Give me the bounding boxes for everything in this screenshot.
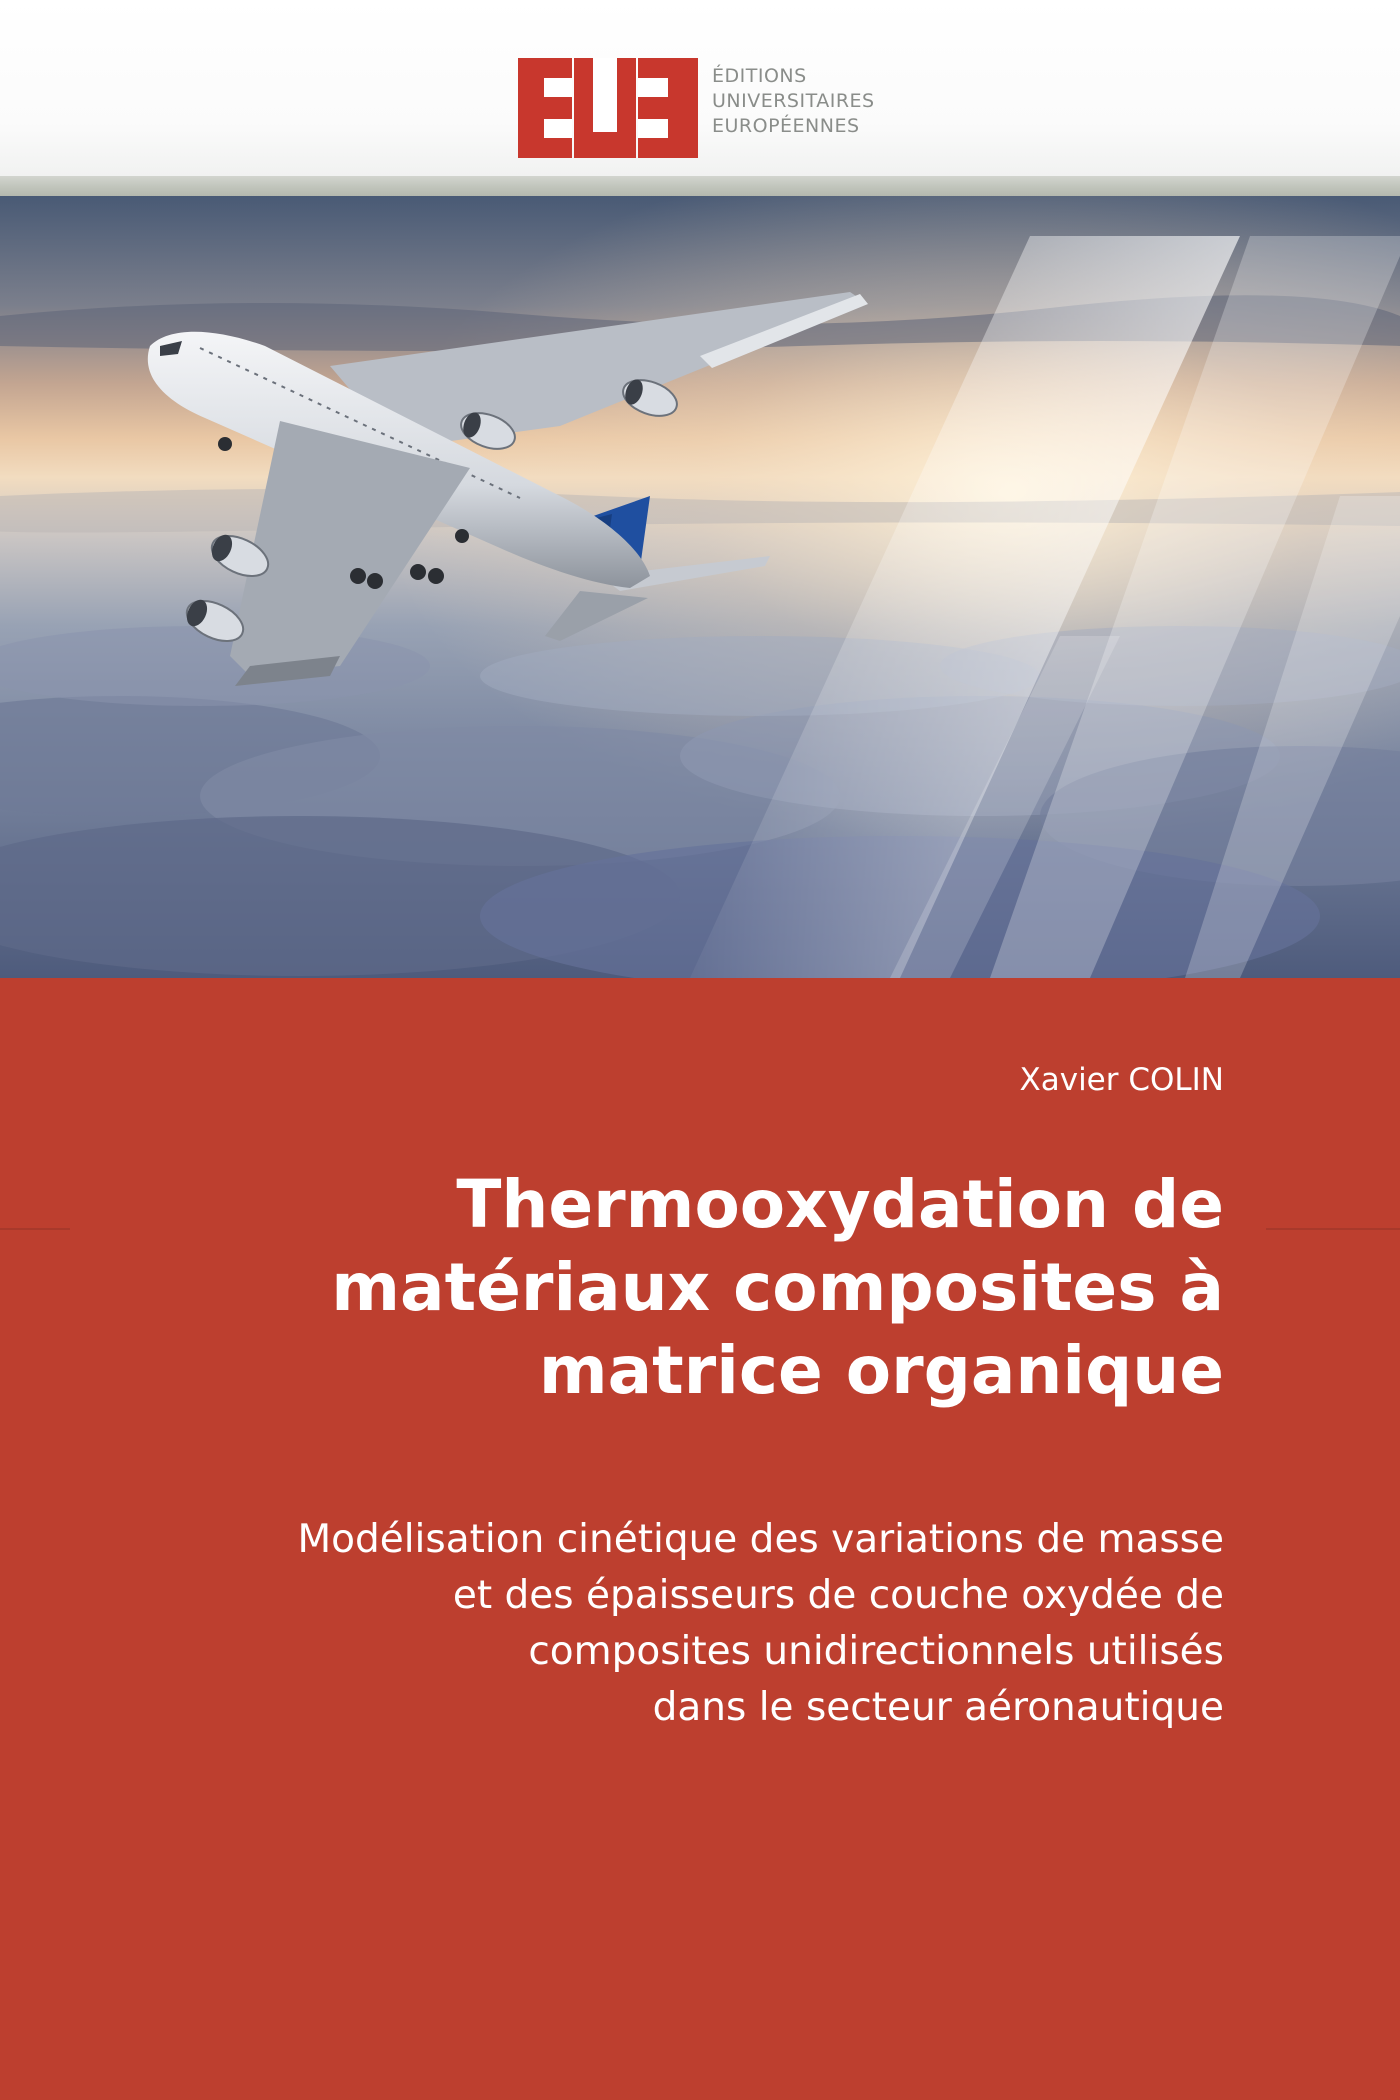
book-title-line-2: matériaux composites à [331,1249,1224,1326]
publisher-name-line-1: ÉDITIONS [712,65,807,87]
publisher-name-line-2: UNIVERSITAIRES [712,90,875,112]
publisher-name [712,64,902,139]
airplane-over-clouds-photo [0,196,1400,978]
panel-rule-left [0,1228,70,1230]
book-subtitle-line-4: dans le secteur aéronautique [652,1685,1224,1730]
panel-rule-right [1266,1228,1400,1230]
eue-logo-icon [518,58,698,158]
book-title-line-3: matrice organique [538,1332,1224,1409]
header-divider [0,176,1400,196]
book-subtitle-line-2: et des épaisseurs de couche oxydée de [452,1573,1224,1618]
book-author: Xavier COLIN [1019,1062,1224,1098]
book-subtitle [124,1512,1224,1736]
publisher-logo [518,58,898,158]
book-title [224,1163,1224,1412]
book-title-line-1: Thermooxydation de [456,1166,1224,1243]
book-subtitle-line-3: composites unidirectionnels utilisés [528,1629,1224,1674]
book-subtitle-line-1: Modélisation cinétique des variations de masse [297,1517,1224,1562]
publisher-name-line-3: EUROPÉENNES [712,115,860,137]
